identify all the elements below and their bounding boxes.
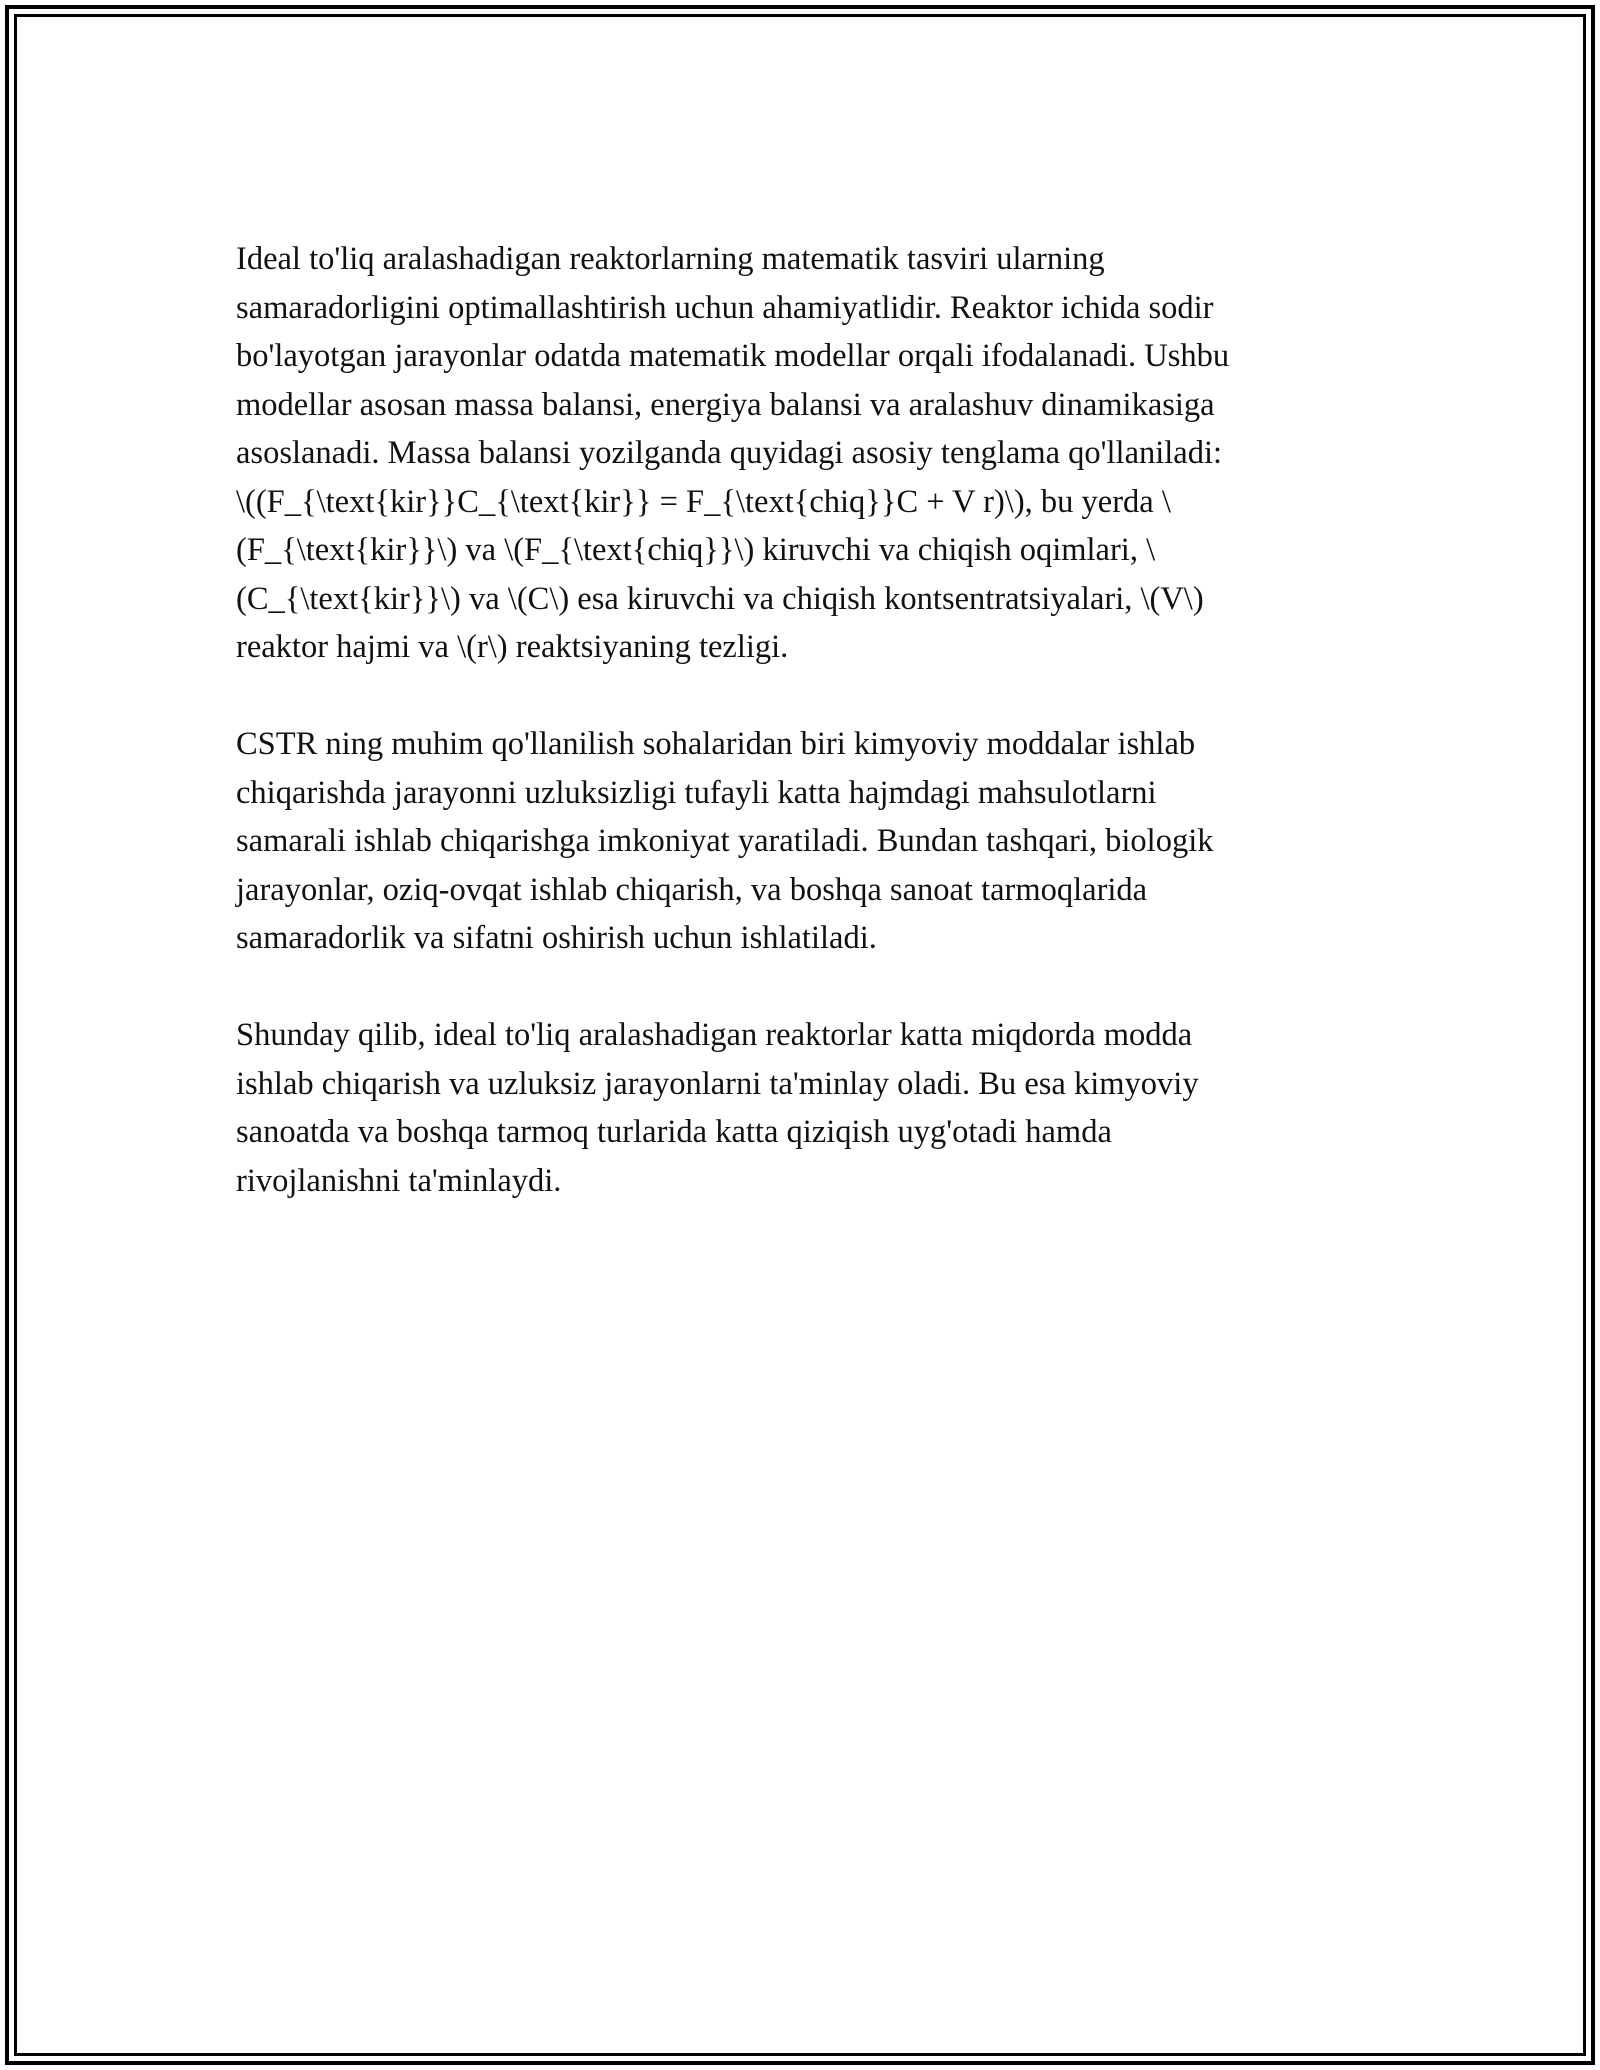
paragraph-cstr-applications: CSTR ning muhim qo'llanilish sohalaridan biri kimyoviy moddalar ishlab chiqarishda jarayonni uzluksizligi tufayli katta hajmdagi mahsulotlarni samarali ishlab chiqarishga imkoniyat yaratiladi. Bundan tashqari, biologik jarayonlar, oziq-ovqat ishlab chiqarish, va boshqa sanoat tarmoqlarida samaradorlik va sifatni oshirish uchun ishlatiladi. [236,726,1214,956]
paragraph-conclusion: Shunday qilib, ideal to'liq aralashadigan reaktorlar katta miqdorda modda ishlab chiqarish va uzluksiz jarayonlarni ta'minlay oladi. Bu esa kimyoviy sanoatda va boshqa tarmoq turlarida katta qiziqish uyg'otadi hamda rivojlanishni ta'minlaydi. [236,1017,1199,1199]
document-body [236,235,1366,1254]
paragraph-mathematical-model: Ideal to'liq aralashadigan reaktorlarning matematik tasviri ularning samaradorligini optimallashtirish uchun ahamiyatlidir. Reaktor ichida sodir bo'layotgan jarayonlar odatda matematik modellar orqali ifodalanadi. Ushbu modellar asosan massa balansi, energiya balansi va aralashuv dinamikasiga asoslanadi. Massa balansi yozilganda quyidagi asosiy tenglama qo'llaniladi: \((F_{\text{kir}}C_{\text{kir}} = F_{\text{chiq}}C + V r)\), bu yerda \ (F_{\text{kir}}\) va \(F_{\text{chiq}}\) kiruvchi va chiqish oqimlari, \ (C_{\text{kir}}\) va \(C\) esa kiruvchi va chiqish kontsentratsiyalari, \(V\) reaktor hajmi va \(r\) reaktsiyaning tezligi. [236,241,1230,665]
